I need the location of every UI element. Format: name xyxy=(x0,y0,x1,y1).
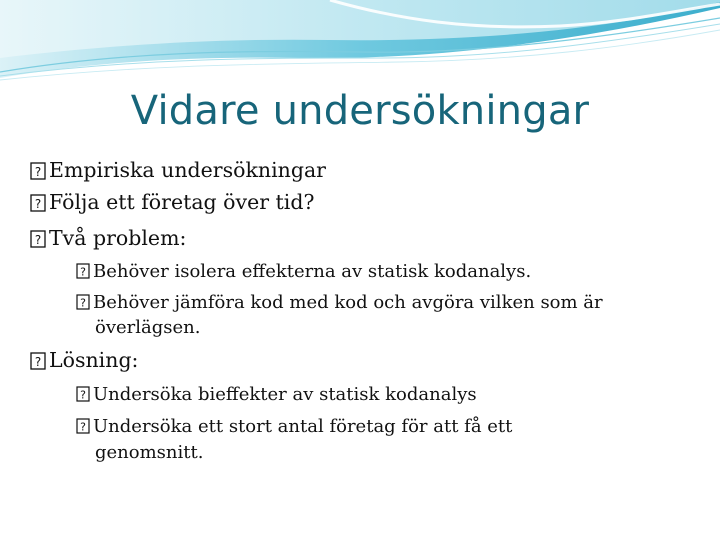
sub-bullet-item xyxy=(76,415,512,439)
bullet-item xyxy=(30,226,186,251)
bullet-continuation: genomsnitt. xyxy=(95,442,204,463)
sub-bullet-item xyxy=(76,260,531,284)
bullet-text: Följa ett företag över tid? xyxy=(49,190,315,214)
bullet-text: Undersöka bieffekter av statisk kodanalys xyxy=(93,384,477,405)
svg-text:?: ? xyxy=(80,420,86,434)
bullet-text: Lösning: xyxy=(49,348,139,372)
missing-glyph-box-icon xyxy=(30,230,46,248)
bullet-text: Undersöka ett stort antal företag för att få ett xyxy=(93,416,513,437)
missing-glyph-box-icon xyxy=(76,386,90,402)
bullet-text: Empiriska undersökningar xyxy=(49,158,326,182)
missing-glyph-box-icon xyxy=(76,418,90,434)
bullet-continuation: överlägsen. xyxy=(95,317,201,338)
bullet-text: Behöver jämföra kod med kod och avgöra vilken som är xyxy=(93,292,603,313)
svg-text:?: ? xyxy=(34,197,42,211)
missing-glyph-box-icon xyxy=(76,294,90,310)
missing-glyph-box-icon xyxy=(30,162,46,180)
missing-glyph-box-icon xyxy=(30,194,46,212)
svg-text:?: ? xyxy=(80,388,86,402)
missing-glyph-box-icon xyxy=(30,352,46,370)
bullet-item xyxy=(30,190,314,215)
bullet-item xyxy=(30,158,326,183)
svg-text:?: ? xyxy=(80,265,86,279)
bullet-item xyxy=(30,348,138,373)
missing-glyph-box-icon xyxy=(76,263,90,279)
bullet-text: Behöver isolera effekterna av statisk kodanalys. xyxy=(93,261,532,282)
bullet-text: Två problem: xyxy=(49,226,187,250)
svg-text:?: ? xyxy=(34,233,42,247)
svg-text:?: ? xyxy=(34,165,42,179)
svg-text:?: ? xyxy=(34,355,42,369)
sub-bullet-item xyxy=(76,291,603,315)
sub-bullet-item xyxy=(76,383,477,407)
slide-title: Vidare undersökningar xyxy=(130,88,590,134)
svg-text:?: ? xyxy=(80,296,86,310)
